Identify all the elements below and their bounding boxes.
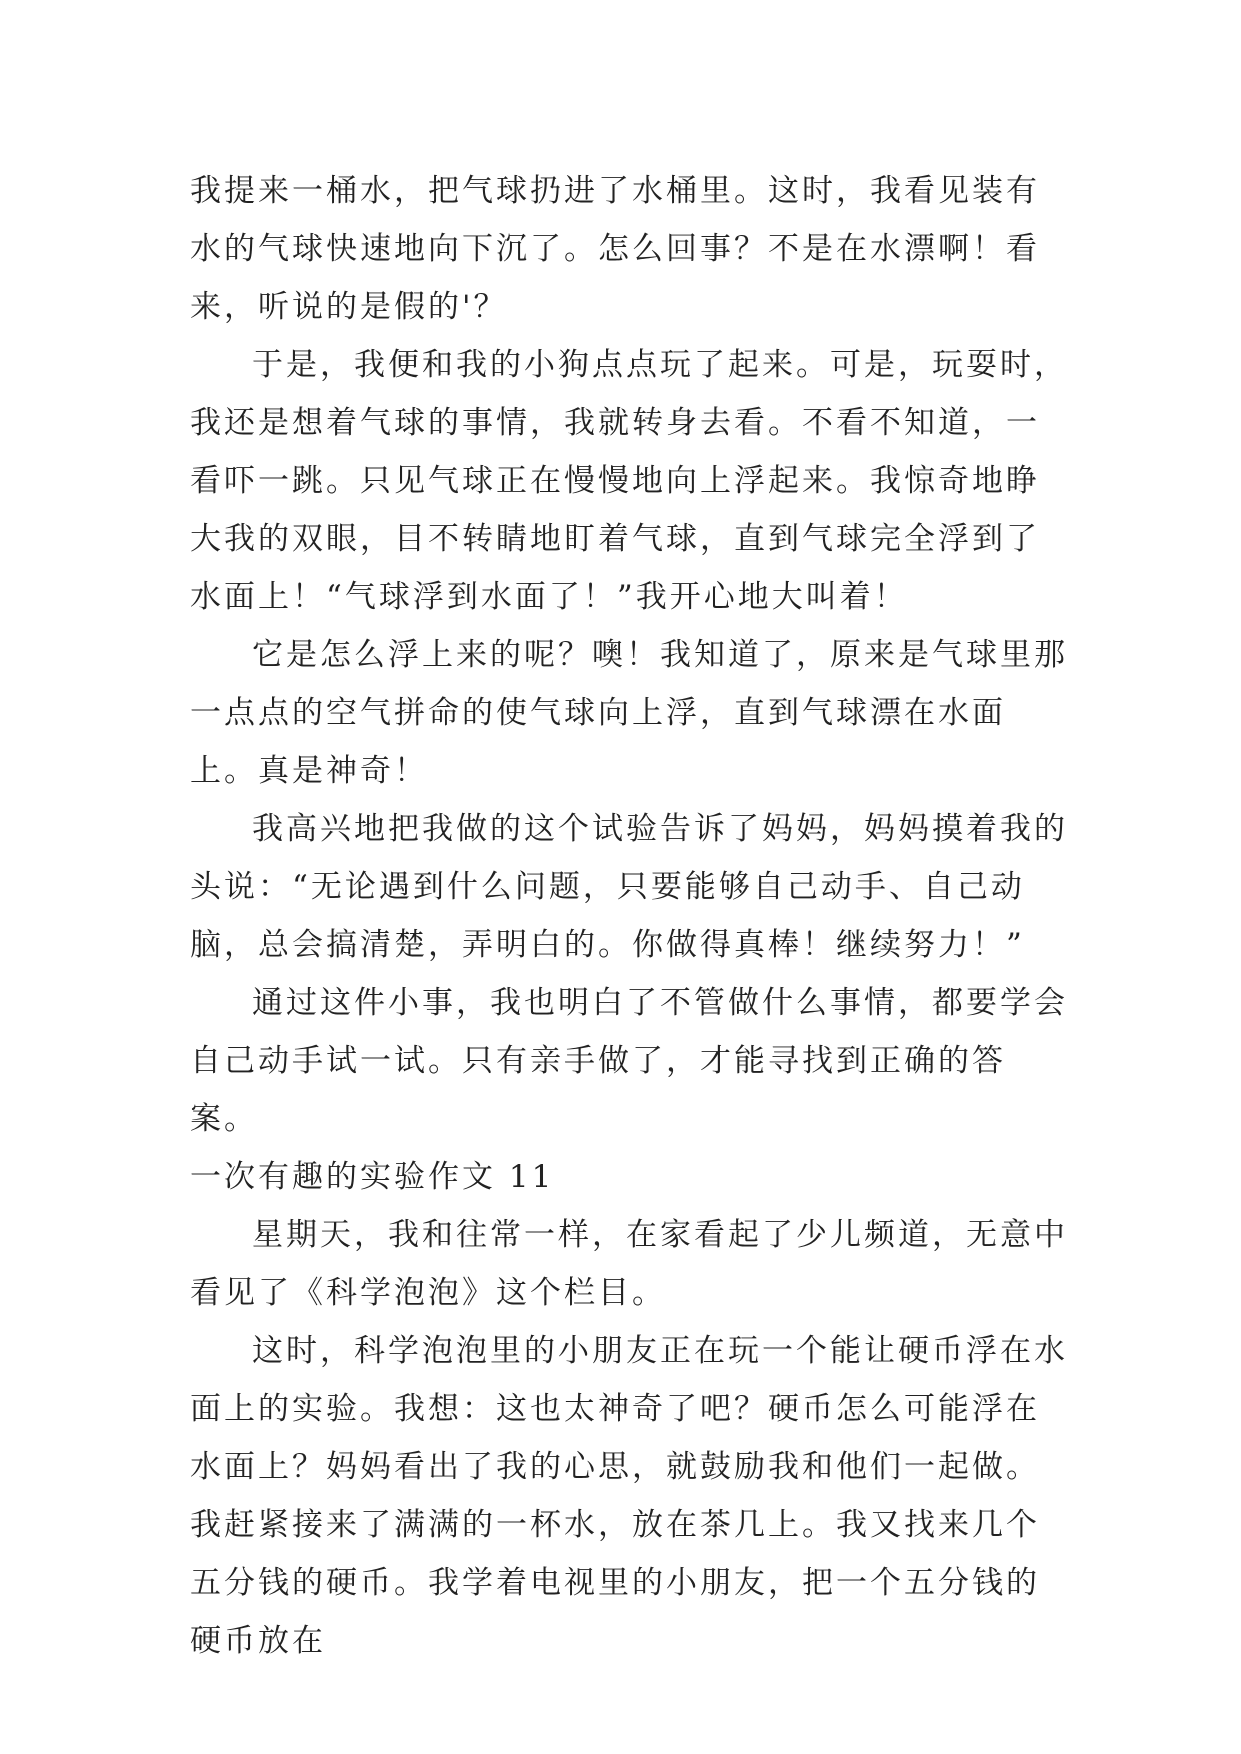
paragraph-1: 我提来一桶水，把气球扔进了水桶里。这时，我看见装有水的气球快速地向下沉了。怎么回事？不是在水漂啊！看来，听说的是假的'？ (190, 173, 1040, 325)
paragraph-3: 它是怎么浮上来的呢？噢！我知道了，原来是气球里那一点点的空气拼命的使气球向上浮，直到气球漂在水面上。真是神奇！ (190, 637, 1068, 789)
paragraph-7: 这时，科学泡泡里的小朋友正在玩一个能让硬币浮在水面上的实验。我想：这也太神奇了吧？硬币怎么可能浮在水面上？妈妈看出了我的心思，就鼓励我和他们一起做。我赶紧接来了满满的一杯水，放在茶几上。我又找来几个五分钱的硬币。我学着电视里的小朋友，把一个五分钱的硬币放在 (190, 1333, 1068, 1659)
section-title: 一次有趣的实验作文 11 (190, 1159, 555, 1195)
paragraph-6: 星期天，我和往常一样，在家看起了少儿频道，无意中看见了《科学泡泡》这个栏目。 (190, 1217, 1068, 1311)
document-body (190, 162, 1070, 1670)
paragraph-2: 于是，我便和我的小狗点点玩了起来。可是，玩耍时，我还是想着气球的事情，我就转身去看。不看不知道，一看吓一跳。只见气球正在慢慢地向上浮起来。我惊奇地睁大我的双眼，目不转睛地盯着气球，直到气球完全浮到了水面上！“气球浮到水面了！”我开心地大叫着！ (190, 347, 1068, 615)
paragraph-5: 通过这件小事，我也明白了不管做什么事情，都要学会自己动手试一试。只有亲手做了，才能寻找到正确的答案。 (190, 985, 1068, 1137)
paragraph-4: 我高兴地把我做的这个试验告诉了妈妈，妈妈摸着我的头说：“无论遇到什么问题，只要能够自己动手、自己动脑，总会搞清楚，弄明白的。你做得真棒！继续努力！” (190, 811, 1068, 963)
